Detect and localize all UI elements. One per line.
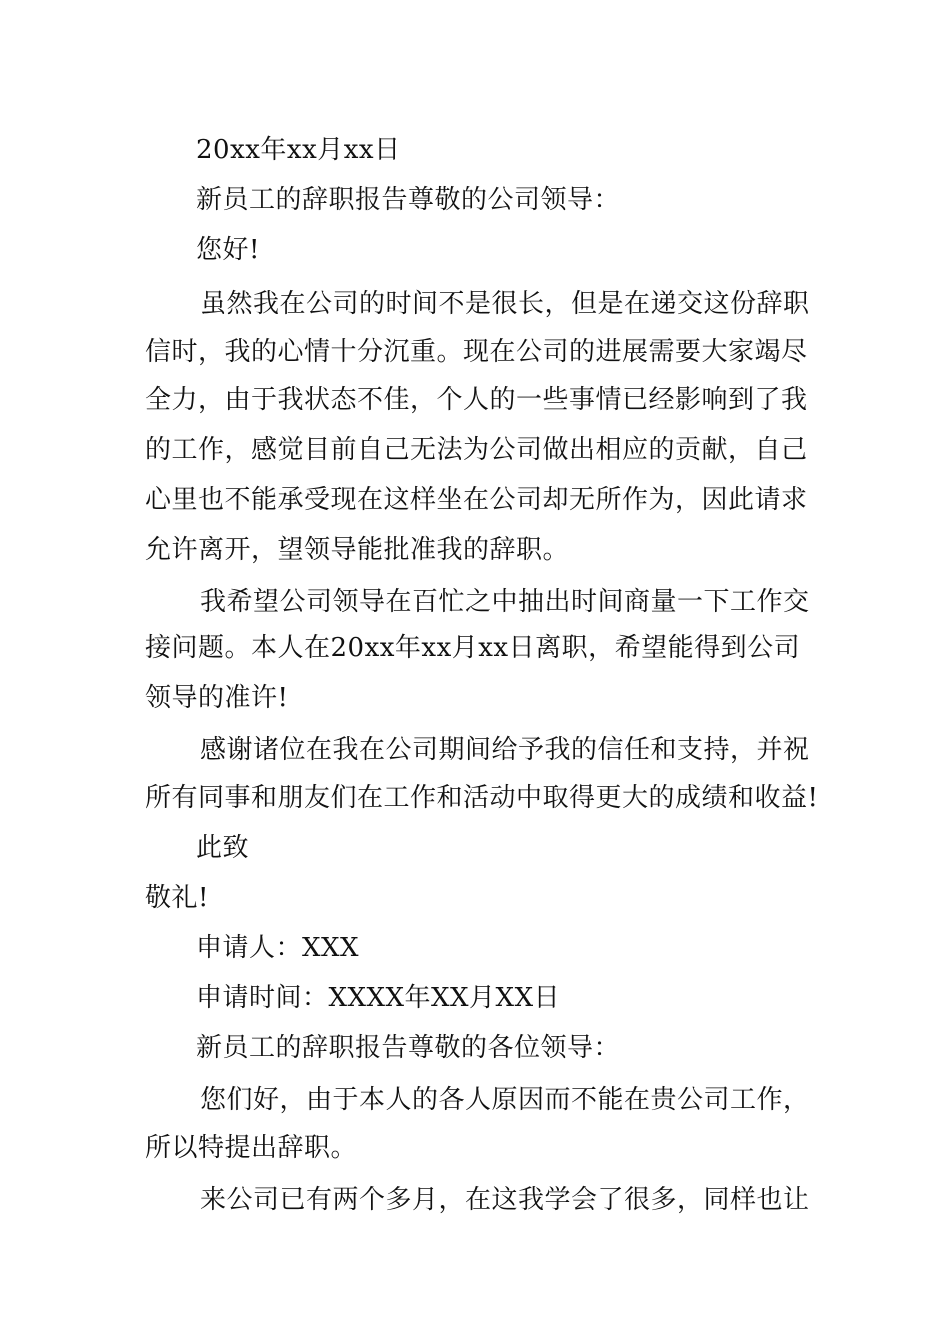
greeting-line: 您好! [196,235,260,265]
application-date-line: 申请时间：XXXX年XX月XX日 [196,983,561,1013]
body-line: 所以特提出辞职。 [145,1133,358,1163]
applicant-line: 申请人：XXX [196,933,360,963]
body-line: 接问题。本人在20xx年xx月xx日离职，希望能得到公司 [145,633,801,663]
letter-title-line: 新员工的辞职报告尊敬的各位领导： [196,1033,621,1063]
body-line: 信时，我的心情十分沉重。现在公司的进展需要大家竭尽 [145,337,808,367]
body-line: 感谢诸位在我在公司期间给予我的信任和支持，并祝 [200,735,810,765]
body-line: 的工作，感觉目前自己无法为公司做出相应的贡献，自己 [145,435,808,465]
letter-title-line: 新员工的辞职报告尊敬的公司领导： [196,185,621,215]
body-line: 全力，由于我状态不佳，个人的一些事情已经影响到了我 [145,385,808,415]
body-line: 允许离开，望领导能批准我的辞职。 [145,535,570,565]
salutation-line: 敬礼! [145,883,209,913]
body-line: 您们好，由于本人的各人原因而不能在贵公司工作， [200,1085,810,1115]
body-line: 所有同事和朋友们在工作和活动中取得更大的成绩和收益! [145,783,819,813]
body-line: 来公司已有两个多月，在这我学会了很多，同样也让 [200,1185,810,1215]
body-line: 我希望公司领导在百忙之中抽出时间商量一下工作交 [200,587,810,617]
body-line: 虽然我在公司的时间不是很长，但是在递交这份辞职 [200,289,810,319]
closing-line: 此致 [196,833,250,863]
body-line: 心里也不能承受现在这样坐在公司却无所作为，因此请求 [145,485,808,515]
body-line: 领导的准许! [145,683,289,713]
date-line: 20xx年xx月xx日 [196,135,401,165]
